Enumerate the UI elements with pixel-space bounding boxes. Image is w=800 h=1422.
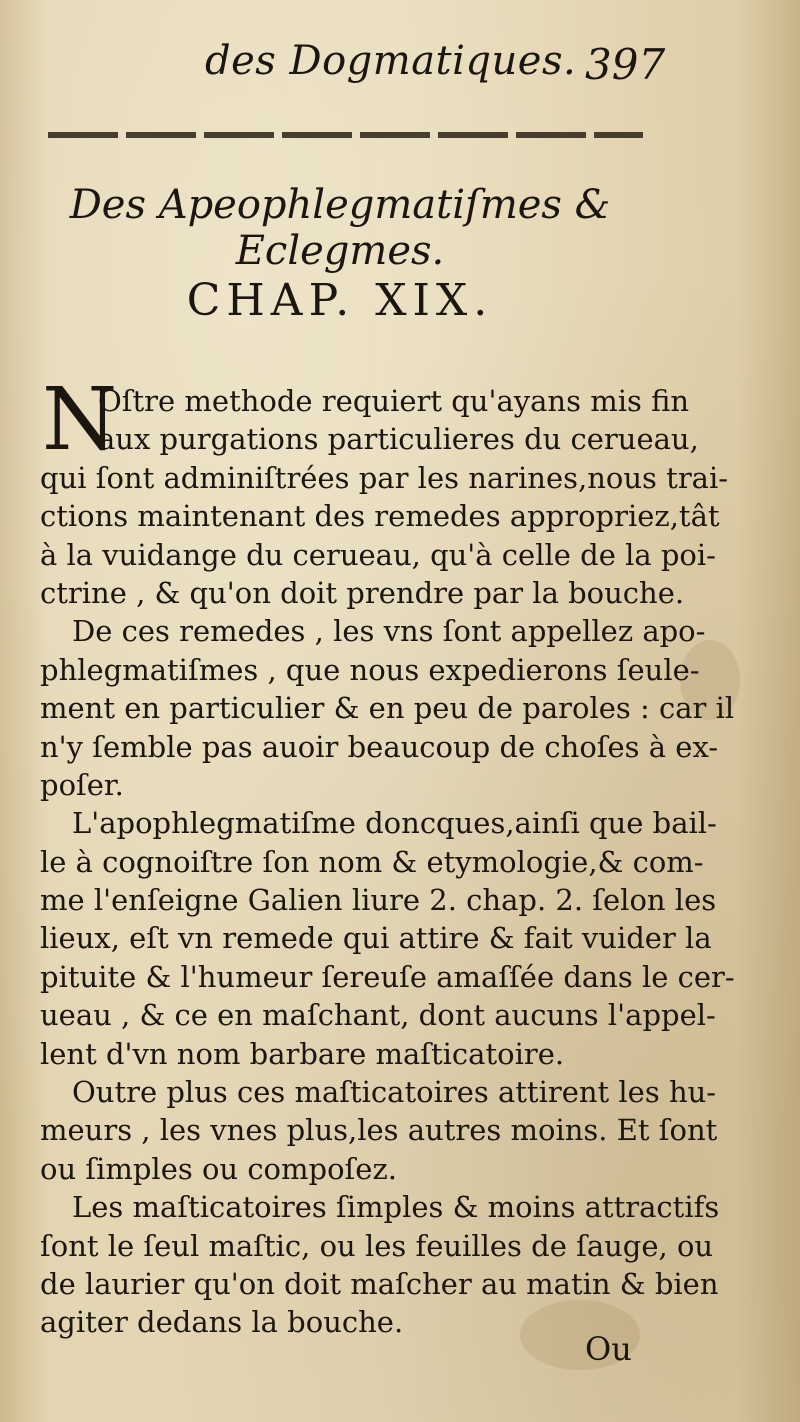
body-text <box>40 370 735 1342</box>
text-line: ueau , & ce en maſchant, dont aucuns l'appel- <box>40 998 716 1033</box>
text-line: n'y ſemble pas auoir beaucoup de choſes à ex- <box>40 729 719 764</box>
text-line: Outre plus ces maſticatoires attirent les hu- <box>72 1075 717 1110</box>
text-line: poſer. <box>40 767 124 802</box>
running-head-title: des Dogmatiques. <box>205 38 577 84</box>
text-line: le à cognoiſtre ſon nom & etymologie,& com- <box>40 844 704 879</box>
text-line: de laurier qu'on doit maſcher au matin & bien <box>40 1266 719 1301</box>
section-title: Des Apeophlegmatiſmes & Eclegmes. <box>69 182 611 274</box>
text-line: à la vuidange du cerueau, qu'à celle de la poi- <box>40 537 716 572</box>
text-line: Les maſticatoires ſimples & moins attractifs <box>72 1190 720 1225</box>
text-line: agiter dedans la bouche. <box>40 1305 404 1340</box>
text-line: meurs , les vnes plus,les autres moins. Et ſont <box>40 1113 718 1148</box>
chapter-heading: CHAP. XIX. <box>186 275 494 326</box>
catchword: Ou <box>585 1330 632 1368</box>
text-line: ment en particulier & en peu de paroles : car il <box>40 691 735 726</box>
text-line: me l'enſeigne Galien liure 2. chap. 2. ſelon les <box>40 883 717 918</box>
running-head <box>0 38 800 98</box>
text-line: pituite & l'humeur ſereuſe amaſſée dans le cer- <box>40 959 735 994</box>
text-line: De ces remedes , les vns ſont appellez apo- <box>72 614 706 649</box>
text-line: L'apophlegmatiſme doncques,ainſi que bail- <box>72 806 717 841</box>
text-line: Oſtre methode requiert qu'ayans mis fin <box>98 384 690 418</box>
text-line: ou ſimples ou compoſez. <box>40 1151 397 1186</box>
text-line: lieux, eſt vn remede qui attire & fait vuider la <box>40 921 712 956</box>
text-line: lent d'vn nom barbare maſticatoire. <box>40 1036 565 1071</box>
drop-cap: N <box>42 370 118 470</box>
text-line: ſont le ſeul maſtic, ou les feuilles de ſauge, ou <box>40 1228 714 1263</box>
text-line: ctions maintenant des remedes appropriez,tât <box>40 499 720 534</box>
text-line: phlegmatiſmes , que nous expedierons ſeule- <box>40 652 700 687</box>
text-line: ctrine , & qu'on doit prendre par la bouche. <box>40 575 685 610</box>
text-line: aux purgations particulieres du cerueau, <box>98 422 699 457</box>
page-number: 397 <box>585 40 666 89</box>
ornamental-rule <box>48 132 643 138</box>
text-line: qui ſont adminiſtrées par les narines,nous trai- <box>40 460 729 495</box>
